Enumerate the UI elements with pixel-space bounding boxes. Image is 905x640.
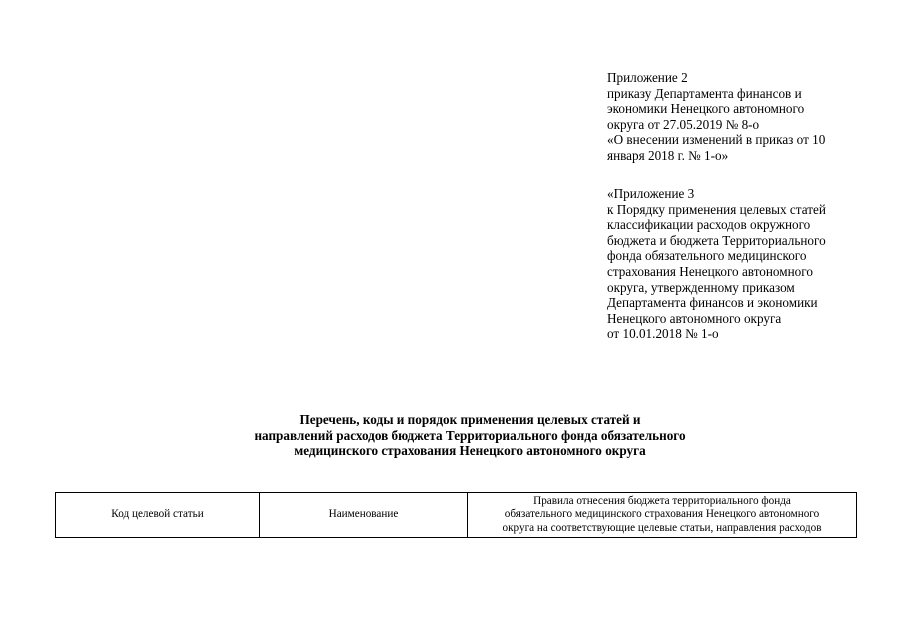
annex-2-line: округа от 27.05.2019 № 8-о <box>607 116 760 132</box>
target-articles-table <box>55 492 857 538</box>
column-header-rules-line: округа на соответствующие целевые статьи, направления расходов <box>502 521 822 534</box>
annex-3-line: Департамента финансов и экономики <box>607 295 818 311</box>
annex-2-line: Приложение 2 <box>607 70 688 85</box>
annex-3-line: округа, утвержденному приказом <box>607 279 795 295</box>
document-title <box>150 412 790 459</box>
annex-2-header <box>607 70 867 164</box>
annex-2-line: приказу Департамента финансов и <box>607 85 802 101</box>
column-header-name <box>260 493 468 538</box>
annex-3-line: к Порядку применения целевых статей <box>607 201 826 217</box>
document-title-line: медицинского страхования Ненецкого автономного округа <box>294 443 646 459</box>
column-header-rules-line: обязательного медицинского страхования Ненецкого автономного <box>504 508 820 521</box>
column-header-code <box>56 493 260 538</box>
document-title-line: Перечень, коды и порядок применения целевых статей и <box>299 412 641 427</box>
annex-3-line: от 10.01.2018 № 1-о <box>607 326 719 342</box>
annex-3-line: фонда обязательного медицинского <box>607 248 807 264</box>
column-header-name-label: Наименование <box>328 508 399 521</box>
column-header-code-label: Код целевой статьи <box>111 508 204 521</box>
annex-3-line: Ненецкого автономного округа <box>607 310 782 326</box>
target-articles-table-container <box>55 492 856 538</box>
annex-3-header <box>607 186 867 342</box>
annex-2-line: «О внесении изменений в приказ от 10 <box>607 132 826 148</box>
document-title-line: направлений расходов бюджета Территориального фонда обязательного <box>254 427 686 443</box>
annex-3-line: бюджета и бюджета Территориального <box>607 232 826 248</box>
column-header-rules-line: Правила отнесения бюджета территориального фонда <box>533 495 791 508</box>
annex-3-line: страхования Ненецкого автономного <box>607 263 813 279</box>
annex-2-line: экономики Ненецкого автономного <box>607 101 805 117</box>
annex-3-line: классификации расходов окружного <box>607 217 811 233</box>
annex-2-line: января 2018 г. № 1-о» <box>607 147 729 163</box>
table-header-row <box>56 493 857 538</box>
annex-3-line: «Приложение 3 <box>607 186 695 201</box>
column-header-rules <box>468 493 857 538</box>
